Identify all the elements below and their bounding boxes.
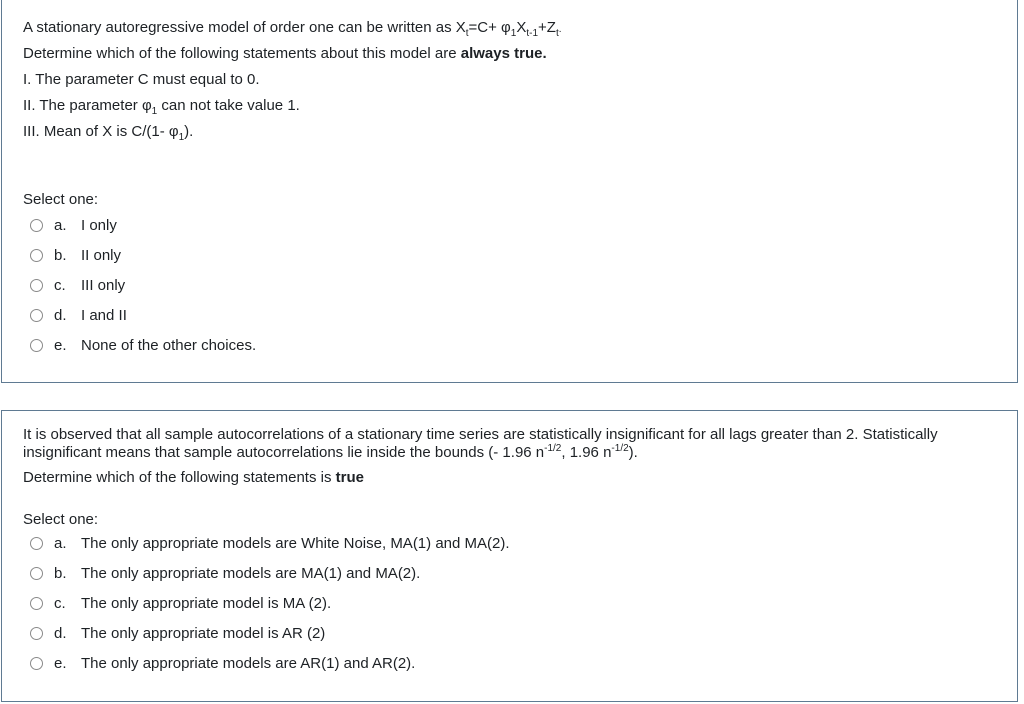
statement-1: I. The parameter C must equal to 0. — [23, 71, 260, 88]
radio-button[interactable] — [30, 627, 43, 640]
radio-button[interactable] — [30, 339, 43, 352]
option-d[interactable]: d. I and II — [30, 305, 127, 325]
radio-button[interactable] — [30, 279, 43, 292]
option-e[interactable]: e. None of the other choices. — [30, 335, 256, 355]
option-c[interactable]: c. III only — [30, 275, 125, 295]
radio-button[interactable] — [30, 219, 43, 232]
statement-2: II. The parameter $\varphi_1$ can not take value 1. — [23, 97, 300, 117]
question-1-stem: A stationary autoregressive model of order one can be written as $X_t=C+ \varphi_1X_{t-1}+Z_t$. — [23, 19, 562, 39]
question-2-stem: It is observed that all sample autocorrelations of a stationary time series are statistically insignificant for all lags greater than 2. Statistically insignificant means that sample autocorrelations lie inside the bounds (- 1.96 $n^{-1/2}$, 1.96 $n^{-1/2}$). — [23, 426, 938, 461]
option-b[interactable]: b. The only appropriate models are MA(1) and MA(2). — [30, 563, 420, 583]
select-one-label: Select one: — [23, 511, 99, 528]
radio-button[interactable] — [30, 249, 43, 262]
statement-3: III. Mean of X is C/(1- $\varphi_1$). — [23, 123, 194, 143]
radio-button[interactable] — [30, 657, 43, 670]
select-one-label: Select one: — [23, 191, 99, 208]
option-a[interactable]: a. The only appropriate models are White Noise, MA(1) and MA(2). — [30, 533, 510, 553]
question-1-card — [1, 0, 1018, 383]
radio-button[interactable] — [30, 597, 43, 610]
option-e[interactable]: e. The only appropriate models are AR(1) and AR(2). — [30, 653, 415, 673]
option-d[interactable]: d. The only appropriate model is AR (2) — [30, 623, 325, 643]
option-a[interactable]: a. I only — [30, 215, 117, 235]
question-1-instruction: Determine which of the following statements about this model are always true. — [23, 45, 547, 62]
option-b[interactable]: b. II only — [30, 245, 121, 265]
radio-button[interactable] — [30, 567, 43, 580]
radio-button[interactable] — [30, 537, 43, 550]
option-c[interactable]: c. The only appropriate model is MA (2). — [30, 593, 331, 613]
question-2-instruction: Determine which of the following statements is true — [23, 469, 364, 486]
question-2-card — [1, 410, 1018, 702]
radio-button[interactable] — [30, 309, 43, 322]
